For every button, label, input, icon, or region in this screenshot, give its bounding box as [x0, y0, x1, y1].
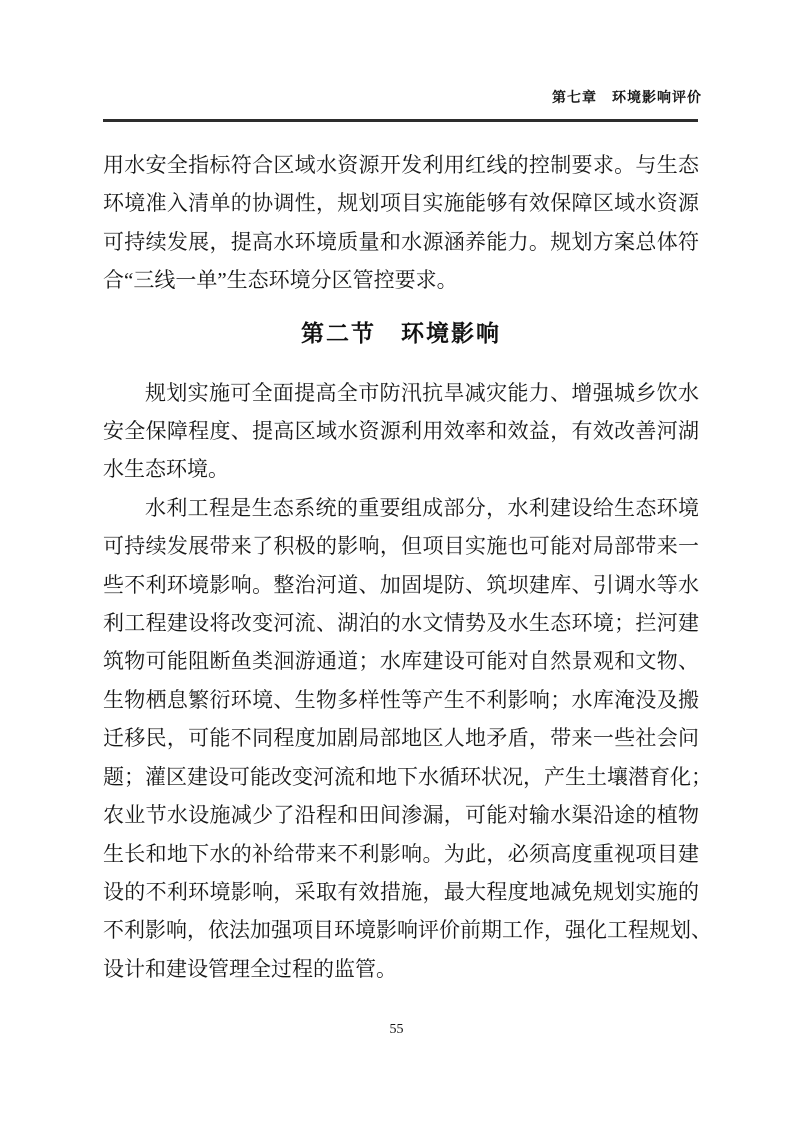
paragraph-1 [103, 146, 699, 300]
page-body [103, 146, 712, 988]
text-line: 合“三线一单”生态环境分区管控要求。 [103, 268, 458, 293]
header-rule [103, 119, 698, 122]
text-line: 不利影响，依法加强项目环境影响评价前期工作，强化工程规划、 [103, 918, 712, 943]
text-line: 可持续发展带来了积极的影响，但项目实施也可能对局部带来一 [103, 534, 699, 559]
text-line: 生物栖息繁衍环境、生物多样性等产生不利影响；水库淹没及搬 [103, 687, 699, 712]
text-line: 些不利环境影响。整治河道、加固堤防、筑坝建库、引调水等水 [103, 572, 699, 597]
section-heading: 第二节 环境影响 [301, 320, 501, 346]
text-line: 用水安全指标符合区域水资源开发利用红线的控制要求。与生态 [103, 153, 699, 177]
text-line: 规划实施可全面提高全市防汛抗旱减灾能力、增强城乡饮水 [145, 380, 699, 405]
running-head-chapter-title: 第七章 环境影响评价 [552, 89, 702, 105]
page-number: 55 [389, 1022, 404, 1037]
text-line: 生长和地下水的补给带来不利影响。为此，必须高度重视项目建 [103, 841, 699, 866]
text-line: 环境准入清单的协调性，规划项目实施能够有效保障区域水资源 [103, 191, 699, 216]
text-line: 农业节水设施减少了沿程和田间渗漏，可能对输水渠沿途的植物 [103, 803, 699, 828]
text-line: 题；灌区建设可能改变河流和地下水循环状况，产生土壤潜育化； [103, 764, 712, 789]
text-line: 水利工程是生态系统的重要组成部分，水利建设给生态环境 [145, 495, 699, 520]
paragraph-3 [103, 489, 712, 988]
text-line: 利工程建设将改变河流、湖泊的水文情势及水生态环境；拦河建 [103, 611, 699, 636]
text-line: 水生态环境。 [103, 457, 229, 482]
text-line: 迁移民，可能不同程度加剧局部地区人地矛盾，带来一些社会问 [103, 726, 699, 751]
text-line: 设的不利环境影响，采取有效措施，最大程度地减免规划实施的 [103, 879, 699, 904]
paragraph-2 [103, 374, 699, 489]
text-line: 可持续发展，提高水环境质量和水源涵养能力。规划方案总体符 [103, 229, 699, 254]
text-line: 筑物可能阻断鱼类洄游通道；水库建设可能对自然景观和文物、 [103, 649, 699, 674]
text-line: 安全保障程度、提高区域水资源利用效率和效益，有效改善河湖 [103, 419, 699, 444]
text-line: 设计和建设管理全过程的监管。 [103, 956, 397, 981]
